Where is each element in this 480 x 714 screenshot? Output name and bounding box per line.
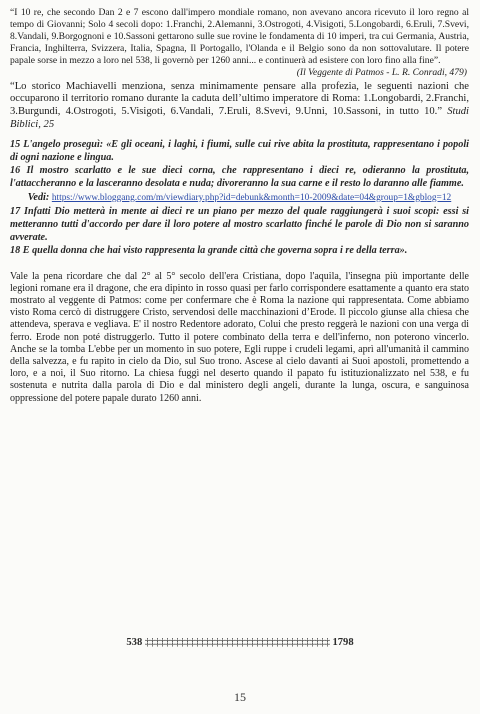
- vedi-label: Vedi:: [27, 191, 50, 203]
- page-number: 15: [234, 690, 246, 704]
- timeline-bar: [0, 637, 480, 648]
- timeline-bars: ‡‡‡‡‡‡‡‡‡‡‡‡‡‡‡‡‡‡‡‡‡‡‡‡‡‡‡‡‡‡‡‡‡‡‡‡‡: [144, 637, 330, 648]
- body-paragraph: Vale la pena ricordare che dal 2° al 5° secolo dell'era Cristiana, dopo l'aquila, l'insegna più importante delle legioni romane era il dragone, che era dipinto in rosso quasi per farlo corrispondere esattamente a quanto era stato mostrato al veggente di Patmos: come per confermare che è Roma la nazione qui rappresentata. Come abbiamo visto Roma cercò di distruggere Cristo, servendosi delle macchinazioni d’Erode. Il piccolo giunse alla chiesa che attendeva, sperava e vegliava. E' il nostro Redentore adorato, Colui che presto reggerà le nazioni con una verga di ferro. Erode non poté distruggerlo. Tutto il potere combinato della terra e dell'inferno, non poterono vincerlo. Anche se la tomba L'ebbe per un momento in suo potere, Egli ruppe i crudeli legami, aprì all'umanità il cammino della salvezza, e fu rapito in cielo da Dio, sul Suo trono. Ascese al cielo davanti ai Suoi apostoli, promettendo a loro, e a noi, il Suo ritorno. La chiesa fuggì nel deserto quando il papato fu istituzionalizzato nel 538, e fu sostenuta e nutrita dalla parola di Dio e dal ministero degli angeli, durante la lunga, oscura, e sanguinosa oppressione del potere papale durato 1260 anni.: [10, 270, 469, 404]
- verse-15: 15 L'angelo proseguì: «E gli oceani, i laghi, i fiumi, sulle cui rive abita la prostituta, rappresentano i popoli di ogni nazione e lingua.: [10, 139, 469, 164]
- verse-17: 17 Infatti Dio metterà in mente ai dieci re un piano per mezzo del quale raggiungerà i suoi scopi: essi si metteranno tutti d'accordo per dare il loro potere al mostro scarlatto finché le parole di Dio non si saranno avverate.: [10, 206, 469, 244]
- conradi-quote: “I 10 re, che secondo Dan 2 e 7 escono dall'impero mondiale romano, non avevano ancora ricevuto il loro regno al tempo di Giovanni; Solo 4 secoli dopo: 1.Franchi, 2.Alemanni, 3.Ostrogoti, 4.Visigoti, 5.Longobardi, 6.Eruli, 7.Svevi, 8.Vandali, 9.Borgognoni e 10.Sassoni gettarono sulle sue rovine le fondamenta di 10 imperi, tra cui Germania, Austria, Francia, Inghilterra, Svizzera, Italia, Spagna, Il Portogallo, l'Olanda e il Belgio sono da non sottovalutare. Il potere papale sorse in mezzo a loro nel 538, li governò per 1260 anni... e continuerà ad esistere con loro fino alla fine”.: [10, 7, 469, 66]
- vedi-link[interactable]: https://www.bloggang.com/m/viewdiary.php?id=debunk&month=10-2009&date=04&group=1&gblog=12: [51, 192, 452, 203]
- timeline-start: 538: [126, 637, 143, 648]
- verse-16: 16 Il mostro scarlatto e le sue dieci corna, che rappresentano i dieci re, odieranno la prostituta, l'attaccheranno e la lasceranno desolata e nuda; divoreranno la sua carne e il resto lo daranno alle fiamme.: [10, 165, 469, 190]
- machiavelli-source: Studi Biblici, 25: [10, 106, 469, 131]
- machiavelli-quote-text: “Lo storico Machiavelli menziona, senza minimamente pensare alla profezia, le seguenti nazioni che occuparono il territorio romano durante la caduta dell’ultimo imperatore di Roma: 1.Longobardi, 2.Franchi, 3.Burgundi, 4.Ostrogoti, 5.Visigoti, 6.Vandali, 7.Eruli, 8.Svevi, 9.Unni, 10.Sassoni, in tutto 10.”: [10, 80, 469, 118]
- machiavelli-quote: [10, 81, 469, 133]
- conradi-citation: (Il Veggente di Patmos - L. R. Conradi, 479): [296, 66, 467, 78]
- timeline-end: 1798: [332, 637, 354, 648]
- verse-18: 18 E quella donna che hai visto rappresenta la grande città che governa sopra i re della terra».: [10, 245, 408, 257]
- vedi-reference: [10, 192, 469, 205]
